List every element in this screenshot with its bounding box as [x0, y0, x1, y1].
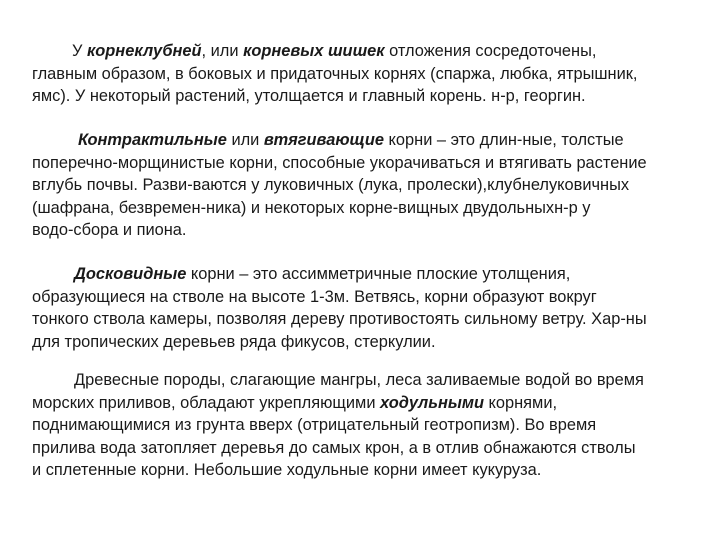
text-run: корни – это длин-ные, толстые поперечно-морщинистые корни, способные укорачиваться и втягивать растение вглубь почвы. Разви-ваются у луковичных (лука, пролески),клубнелуковичных (шафрана, безвремен-ника) и некоторых корне-вищных двудольныхн-р у водо-сбора и пиона. [32, 131, 647, 239]
text-run: корнями, поднимающимися из грунта вверх (отрицательный геотропизм). Во время прилива вода затопляет деревья до самых крон, а в отлив обнажаются стволы и сплетенные корни. Небольшие ходульные корни имеет кукуруза. [32, 393, 636, 479]
text-run: У [72, 42, 87, 60]
paragraph-stilt-roots [32, 369, 716, 482]
term-retracting: втягивающие [263, 131, 384, 149]
text-run: корни – это ассимметричные плоские утолщения, образующиеся на стволе на высоте 1-3м. Ветвясь, корни образуют вокруг тонкого ствола камеры, позволяя дереву противостоять сильному ветру. Хар-ны для тропических деревьев ряда фикусов, стеркулии. [32, 265, 647, 351]
term-root-cones: корневых шишек [243, 42, 385, 60]
text-run: или [226, 131, 264, 149]
term-contractile: Контрактильные [78, 131, 227, 149]
text-run: , или [201, 42, 244, 60]
term-buttress: Досковидные [74, 265, 187, 283]
paragraph-contractile-roots [32, 129, 716, 242]
paragraph-buttress-roots [32, 263, 716, 353]
text-run: отложения сосредоточены, главным образом, в боковых и придаточных корнях (спаржа, любка, ятрышник, ямс). У некоторый растений, утолщается и главный корень. н-р, георгин. [32, 42, 638, 105]
term-root-tubers: корнеклубней [86, 42, 202, 60]
term-stilt: ходульными [380, 393, 484, 412]
paragraph-root-tubers [32, 40, 716, 108]
text-run: Древесные породы, слагающие мангры, леса заливаемые водой во время морских приливов, обладают укрепляющими [32, 371, 644, 412]
